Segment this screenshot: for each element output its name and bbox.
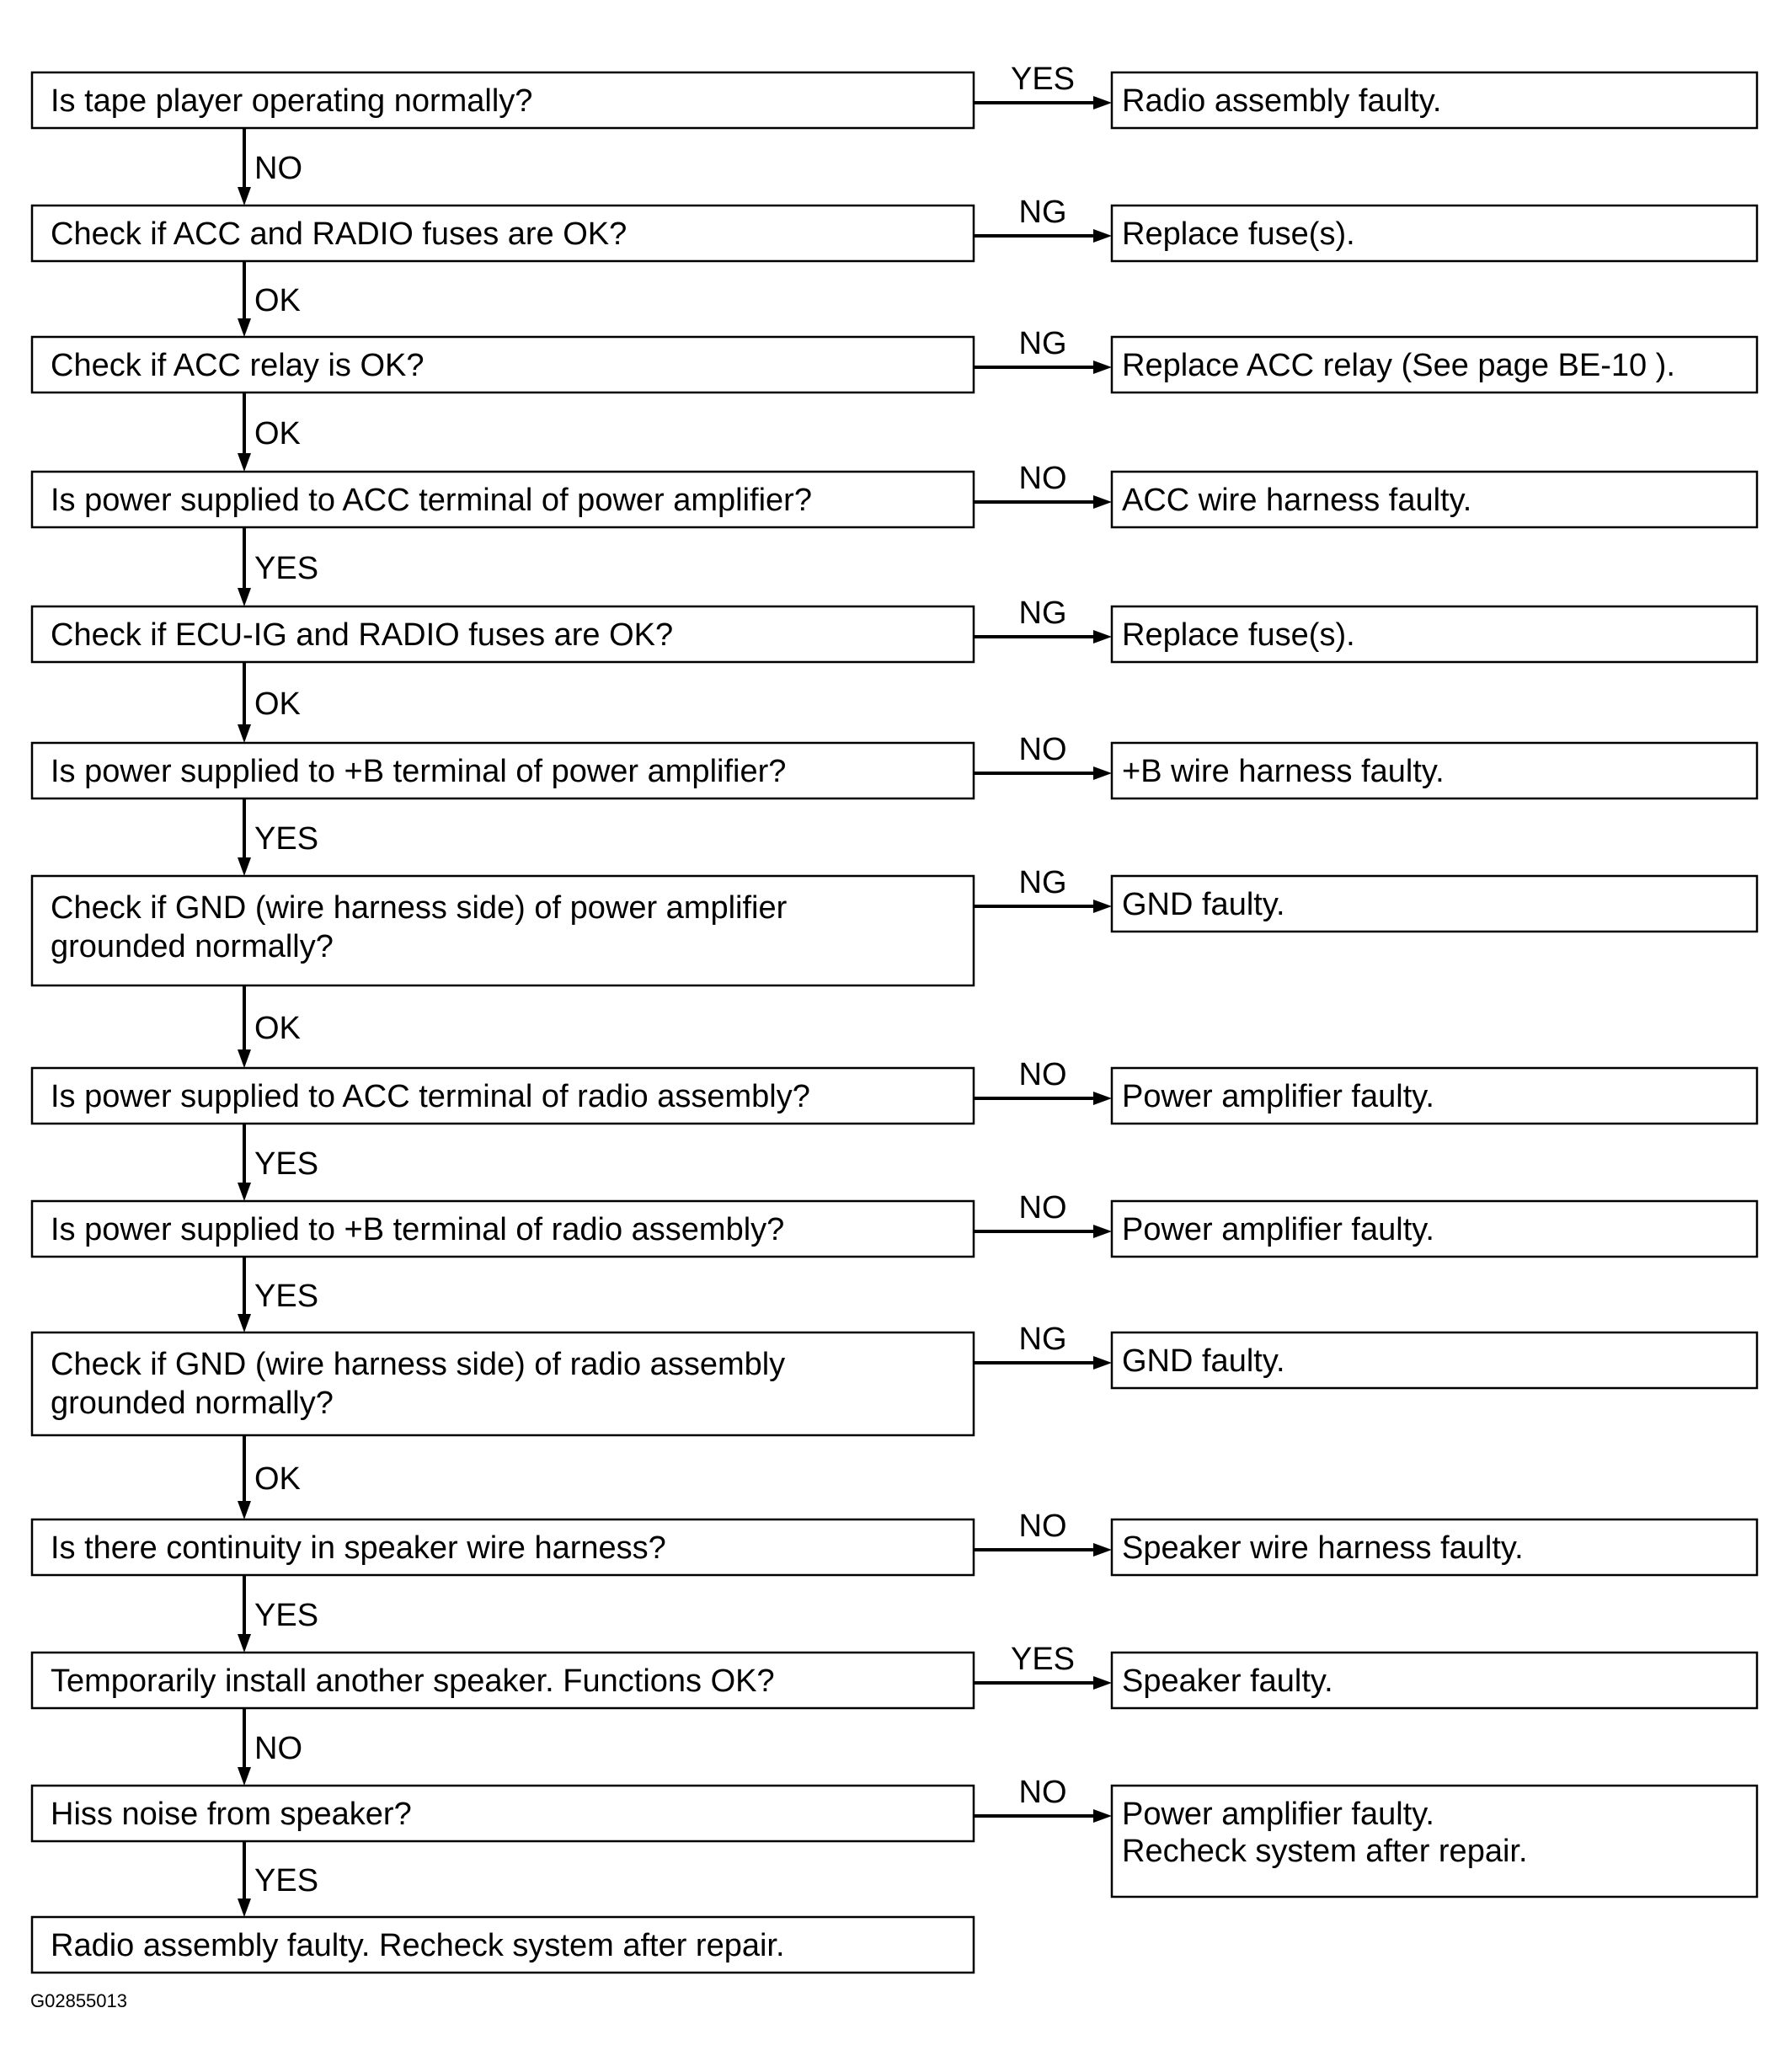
flow-step — [32, 732, 1757, 859]
branch-arrowhead — [1093, 1356, 1112, 1370]
result-text-line: GND faulty. — [1122, 1343, 1285, 1379]
flow-step — [32, 1057, 1757, 1184]
branch-label: YES — [1010, 61, 1076, 97]
down-label: YES — [254, 1863, 319, 1898]
flow-step — [32, 326, 1757, 455]
result-text — [1122, 348, 1675, 383]
question-text-line: grounded normally? — [51, 929, 334, 964]
question-text-line: Is power supplied to ACC terminal of power amplifier? — [51, 483, 812, 518]
question-text — [51, 617, 673, 653]
down-arrowhead — [238, 1049, 251, 1068]
question-text-line: Temporarily install another speaker. Functions OK? — [51, 1663, 775, 1699]
down-arrowhead — [238, 318, 251, 337]
flow-step — [32, 1190, 1757, 1316]
branch-label: NO — [1018, 1775, 1067, 1810]
result-text — [1122, 1079, 1434, 1114]
question-text-line: Check if ACC and RADIO fuses are OK? — [51, 216, 627, 252]
result-text-line: Replace fuse(s). — [1122, 216, 1355, 252]
branch-label: NO — [1018, 1190, 1067, 1226]
result-text-line: ACC wire harness faulty. — [1122, 483, 1472, 518]
flow-step — [32, 595, 1757, 726]
question-text — [51, 1212, 784, 1247]
branch-arrowhead — [1093, 360, 1112, 374]
down-label: OK — [254, 1461, 301, 1497]
question-text — [51, 1663, 775, 1699]
flow-step — [32, 195, 1757, 320]
down-label: OK — [254, 686, 301, 722]
question-text-line: Is power supplied to +B terminal of radio assembly? — [51, 1212, 785, 1247]
flow-step — [32, 461, 1757, 590]
question-text-line: Is tape player operating normally? — [51, 83, 533, 119]
result-text-line: Speaker faulty. — [1122, 1663, 1333, 1699]
branch-arrowhead — [1093, 495, 1112, 509]
question-text-line: Is there continuity in speaker wire harness? — [51, 1530, 666, 1566]
question-text — [51, 348, 424, 383]
question-text-line: Check if ECU-IG and RADIO fuses are OK? — [51, 617, 674, 653]
down-arrowhead — [238, 187, 251, 206]
final-result-text — [51, 1928, 785, 1963]
branch-arrowhead — [1093, 96, 1112, 109]
down-label: OK — [254, 416, 301, 451]
result-text — [1122, 617, 1355, 653]
question-text — [51, 483, 812, 518]
result-text — [1122, 1530, 1524, 1566]
branch-label: NG — [1018, 195, 1067, 230]
down-label: YES — [254, 1146, 319, 1182]
flow-step — [32, 61, 1757, 189]
result-text — [1122, 887, 1285, 922]
down-arrowhead — [238, 1634, 251, 1653]
result-text-line: Radio assembly faulty. — [1122, 83, 1442, 119]
question-text — [51, 754, 786, 789]
result-text — [1122, 83, 1441, 119]
result-text-line: +B wire harness faulty. — [1122, 754, 1445, 789]
question-text-line: Check if GND (wire harness side) of radio assembly — [51, 1347, 786, 1382]
down-label: NO — [254, 1731, 302, 1766]
down-label: YES — [254, 1279, 319, 1314]
down-arrowhead — [238, 453, 251, 472]
question-text — [51, 1079, 810, 1114]
branch-label: NG — [1018, 865, 1067, 900]
question-text-line: Is power supplied to +B terminal of power amplifier? — [51, 754, 787, 789]
question-text — [51, 216, 627, 252]
flow-step — [32, 1775, 1757, 1900]
question-text — [51, 83, 532, 119]
branch-arrowhead — [1093, 630, 1112, 643]
down-arrowhead — [238, 1501, 251, 1519]
result-text-line: Recheck system after repair. — [1122, 1834, 1528, 1869]
branch-arrowhead — [1093, 1225, 1112, 1238]
question-text — [51, 1530, 666, 1566]
result-text-line: Power amplifier faulty. — [1122, 1797, 1434, 1832]
result-text — [1122, 483, 1471, 518]
result-text-line: Speaker wire harness faulty. — [1122, 1530, 1524, 1566]
branch-label: YES — [1010, 1642, 1076, 1677]
down-arrowhead — [238, 857, 251, 876]
flow-step — [32, 1509, 1757, 1636]
final-result-text-line: Radio assembly faulty. Recheck system after repair. — [51, 1928, 785, 1963]
down-arrowhead — [238, 1767, 251, 1786]
result-text-line: Replace fuse(s). — [1122, 617, 1355, 653]
branch-arrowhead — [1093, 1676, 1112, 1690]
question-text-line: Hiss noise from speaker? — [51, 1797, 412, 1832]
branch-arrowhead — [1093, 229, 1112, 243]
down-label: NO — [254, 151, 302, 186]
flow-step — [32, 865, 1757, 1051]
down-arrowhead — [238, 1898, 251, 1917]
branch-label: NO — [1018, 461, 1067, 496]
question-text-line: Is power supplied to ACC terminal of radio assembly? — [51, 1079, 810, 1114]
down-arrowhead — [238, 1183, 251, 1201]
flow-step — [32, 1642, 1757, 1769]
down-label: YES — [254, 821, 319, 857]
flow-step — [32, 1322, 1757, 1503]
branch-label: NG — [1018, 326, 1067, 361]
branch-label: NG — [1018, 595, 1067, 631]
result-text-line: Replace ACC relay (See page BE-10 ). — [1122, 348, 1675, 383]
branch-label: NG — [1018, 1322, 1067, 1357]
question-text-line: Check if GND (wire harness side) of power amplifier — [51, 890, 788, 926]
branch-label: NO — [1018, 732, 1067, 767]
result-text — [1122, 1663, 1333, 1699]
question-text-line: grounded normally? — [51, 1386, 334, 1421]
result-text — [1122, 216, 1355, 252]
down-label: OK — [254, 1011, 301, 1046]
result-text — [1122, 1212, 1434, 1247]
result-text-line: Power amplifier faulty. — [1122, 1212, 1434, 1247]
question-text-line: Check if ACC relay is OK? — [51, 348, 425, 383]
down-arrowhead — [238, 1314, 251, 1332]
branch-label: NO — [1018, 1509, 1067, 1544]
down-arrowhead — [238, 588, 251, 606]
branch-arrowhead — [1093, 1092, 1112, 1105]
result-text-line: Power amplifier faulty. — [1122, 1079, 1434, 1114]
result-text — [1122, 1343, 1285, 1379]
result-text — [1122, 754, 1445, 789]
down-label: YES — [254, 1598, 319, 1633]
branch-label: NO — [1018, 1057, 1067, 1092]
question-text — [51, 1797, 412, 1832]
figure-code: G02855013 — [30, 1990, 127, 2011]
down-label: OK — [254, 283, 301, 318]
branch-arrowhead — [1093, 900, 1112, 913]
down-arrowhead — [238, 724, 251, 743]
branch-arrowhead — [1093, 1809, 1112, 1823]
result-text-line: GND faulty. — [1122, 887, 1285, 922]
down-label: YES — [254, 551, 319, 586]
branch-arrowhead — [1093, 766, 1112, 780]
branch-arrowhead — [1093, 1543, 1112, 1557]
